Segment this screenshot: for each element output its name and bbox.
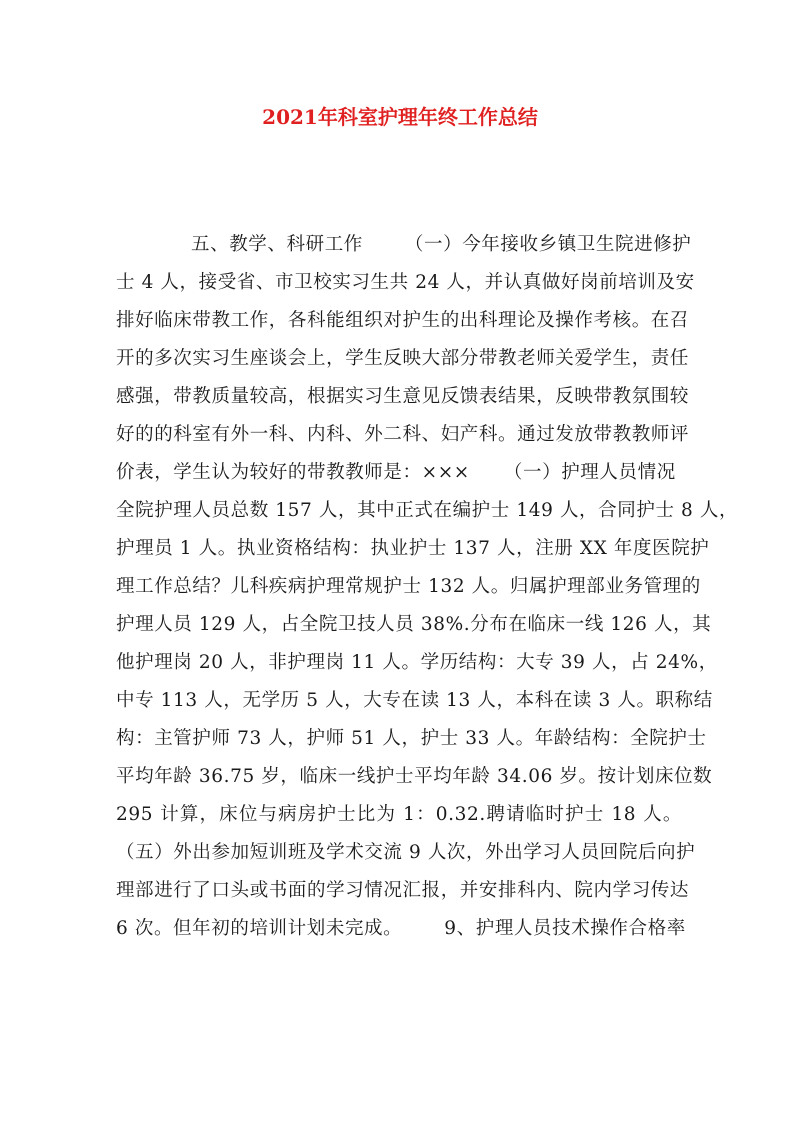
text-segment: 9、护理人员技术操作合格率 — [444, 918, 686, 939]
body-line: 他护理岗 20 人，非护理岗 11 人。学历结构：大专 39 人，占 24%， — [116, 652, 718, 673]
text-segment: 五、教学、科研工作 — [191, 234, 363, 255]
body-line: 构：主管护师 73 人，护师 51 人，护士 33 人。年龄结构：全院护士 — [116, 728, 707, 749]
document-body — [116, 226, 739, 948]
body-line — [116, 226, 692, 264]
body-line: 平均年龄 36.75 岁，临床一线护士平均年龄 34.06 岁。按计划床位数 — [116, 766, 713, 787]
body-line: 好的的科室有外一科、内科、外二科、妇产科。通过发放带教教师评 — [116, 424, 690, 445]
text-segment: （一）今年接收乡镇卫生院进修护 — [404, 234, 692, 255]
text-segment: 价表，学生认为较好的带教教师是：××× — [116, 462, 470, 483]
body-line: 理部进行了口头或书面的学习情况汇报，并安排科内、院内学习传达 — [116, 880, 690, 901]
text-segment: 6 次。但年初的培训计划未完成。 — [116, 918, 403, 939]
body-line — [116, 910, 686, 948]
body-line: 护理人员 129 人，占全院卫技人员 38%.分布在临床一线 126 人，其 — [116, 614, 712, 635]
body-line: 士 4 人，接受省、市卫校实习生共 24 人，并认真做好岗前培训及安 — [116, 272, 695, 293]
body-line: 开的多次实习生座谈会上，学生反映大部分带教老师关爱学生，责任 — [116, 348, 690, 369]
body-line: 护理员 1 人。执业资格结构：执业护士 137 人，注册 XX 年度医院护 — [116, 538, 710, 559]
body-line: 排好临床带教工作，各科能组织对护生的出科理论及操作考核。在召 — [116, 310, 690, 331]
body-line: 感强，带教质量较高，根据实习生意见反馈表结果，反映带教氛围较 — [116, 386, 690, 407]
body-line: 295 计算，床位与病房护士比为 1：0.32.聘请临时护士 18 人。 — [116, 804, 682, 825]
document-title: 2021年科室护理年终工作总结 — [262, 105, 538, 129]
body-line: 全院护理人员总数 157 人，其中正式在编护士 149 人，合同护士 8 人， — [116, 500, 739, 521]
body-line: （五）外出参加短训班及学术交流 9 人次，外出学习人员回院后向护 — [116, 842, 696, 863]
body-line: 理工作总结？儿科疾病护理常规护士 132 人。归属护理部业务管理的 — [116, 576, 701, 597]
text-segment: （一）护理人员情况 — [503, 462, 676, 483]
body-line: 中专 113 人，无学历 5 人，大专在读 13 人，本科在读 3 人。职称结 — [116, 690, 713, 711]
body-line — [116, 454, 682, 492]
